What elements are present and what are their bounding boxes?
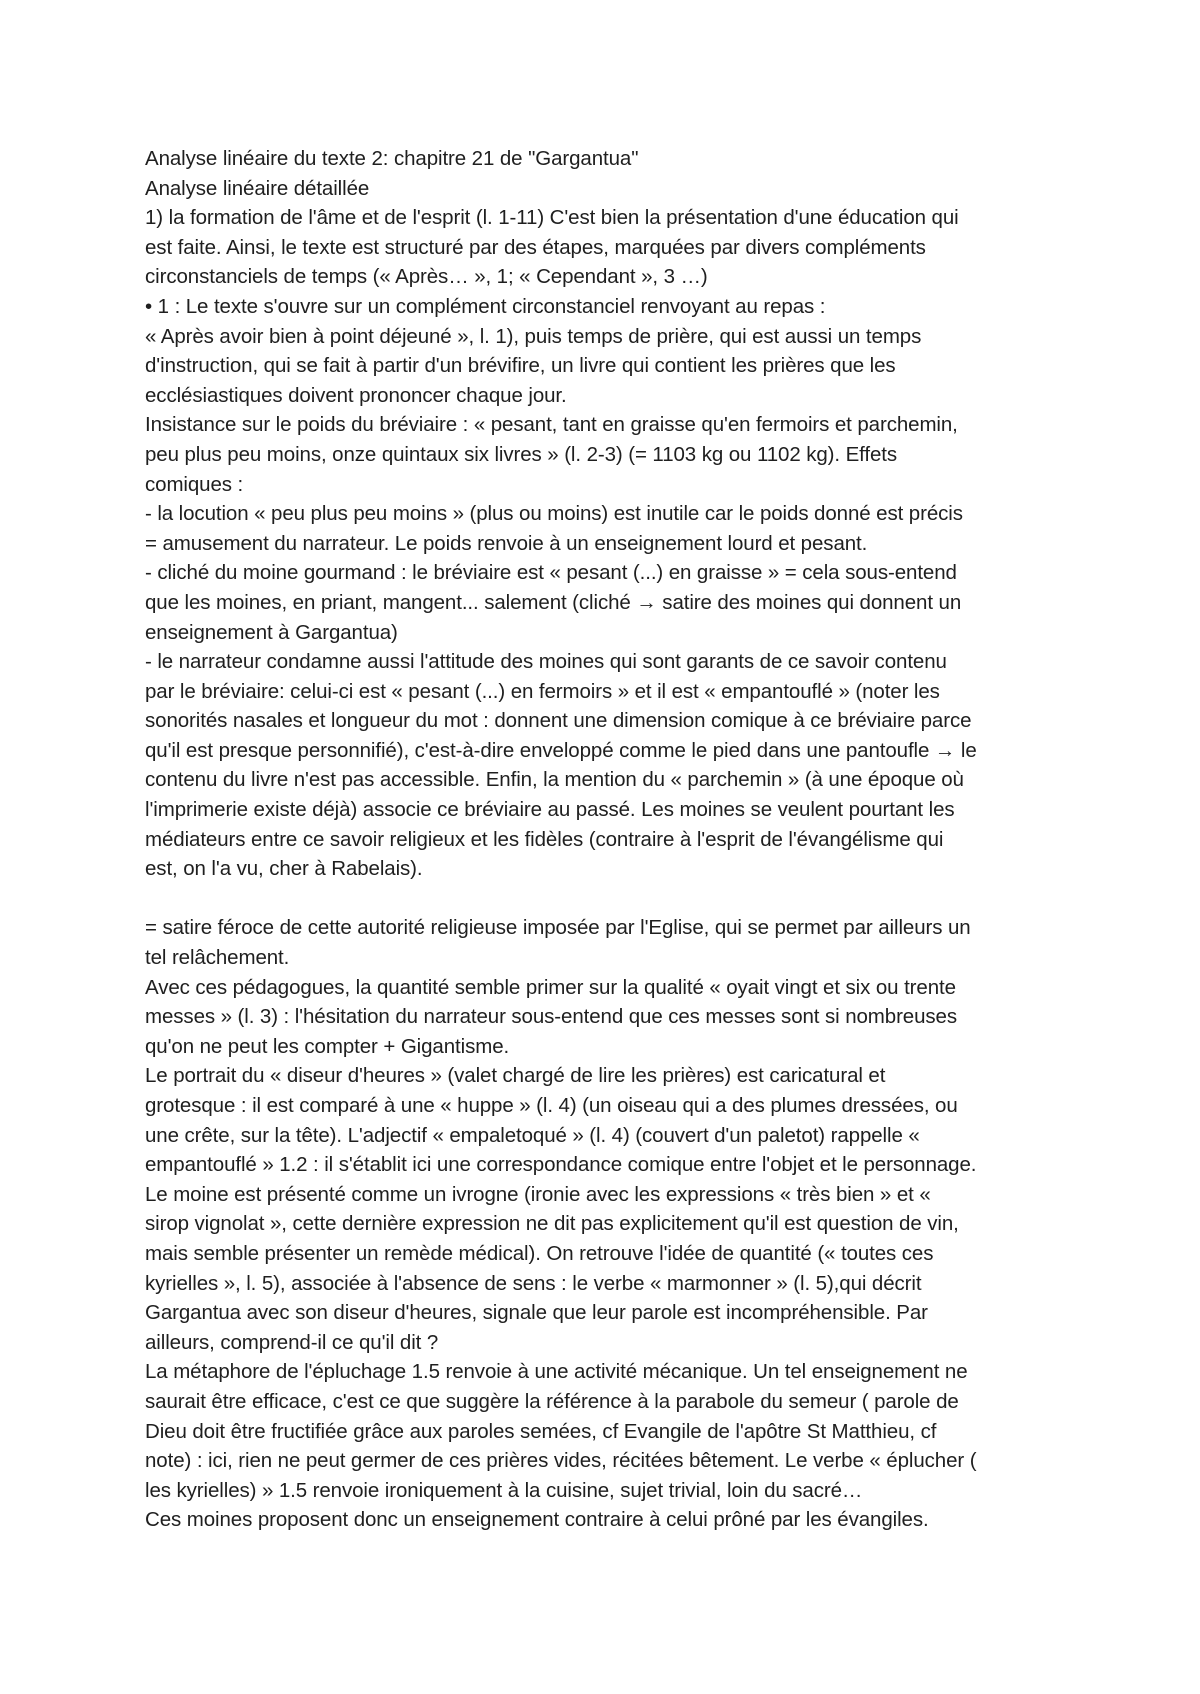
text-line: = satire féroce de cette autorité religieuse imposée par l'Eglise, qui se permet par ailleurs un	[145, 916, 971, 940]
text-line: mais semble présenter un remède médical). On retrouve l'idée de quantité (« toutes ces	[145, 1241, 934, 1265]
text-line: circonstanciels de temps (« Après… », 1; « Cependant », 3 …)	[145, 265, 708, 289]
text-line: sirop vignolat », cette dernière expression ne dit pas explicitement qu'il est question de vin,	[145, 1212, 959, 1236]
text-line: grotesque : il est comparé à une « huppe » (l. 4) (un oiseau qui a des plumes dressées, ou	[145, 1094, 958, 1117]
text-line: • 1 : Le texte s'ouvre sur un complément circonstanciel renvoyant au repas :	[145, 294, 826, 318]
text-line: messes » (l. 3) : l'hésitation du narrateur sous-entend que ces messes sont si nombreuses	[145, 1005, 958, 1029]
text-line: - cliché du moine gourmand : le bréviaire est « pesant (...) en graisse » = cela sous-entend	[145, 561, 957, 585]
text-line: tel relâchement.	[145, 946, 290, 970]
blank-line	[145, 884, 1075, 914]
text-line: ailleurs, comprend-il ce qu'il dit ?	[145, 1330, 439, 1354]
text-line: l'imprimerie existe déjà) associe ce bréviaire au passé. Les moines se veulent pourtant les	[145, 798, 955, 822]
text-line: enseignement à Gargantua)	[145, 620, 398, 644]
text-line: d'instruction, qui se fait à partir d'un brévifire, un livre qui contient les prières que les	[145, 354, 896, 378]
text-line: kyrielles », l. 5), associée à l'absence de sens : le verbe « marmonner » (l. 5),qui décrit	[145, 1271, 922, 1295]
text-line: empantouflé » 1.2 : il s'établit ici une correspondance comique entre l'objet et le personnage.	[145, 1153, 977, 1177]
text-line: Dieu doit être fructifiée grâce aux paroles semées, cf Evangile de l'apôtre St Matthieu, cf	[145, 1419, 937, 1443]
text-line: peu plus peu moins, onze quintaux six livres » (l. 2-3) (= 1103 kg ou 1102 kg). Effets	[145, 442, 898, 466]
text-line: Le portrait du « diseur d'heures » (valet chargé de lire les prières) est caricatural et	[145, 1064, 886, 1088]
text-line: est, on l'a vu, cher à Rabelais).	[145, 857, 423, 881]
text-line: par le bréviaire: celui-ci est « pesant (...) en fermoirs » et il est « empantouflé » (noter les	[145, 679, 940, 703]
text-line: qu'il est presque personnifié), c'est-à-dire enveloppé comme le pied dans une pantoufle → le	[145, 738, 977, 762]
text-line: qu'on ne peut les compter + Gigantisme.	[145, 1034, 510, 1058]
text-line: La métaphore de l'épluchage 1.5 renvoie à une activité mécanique. Un tel enseignement ne	[145, 1360, 968, 1384]
text-line: contenu du livre n'est pas accessible. Enfin, la mention du « parchemin » (à une époque où	[145, 768, 964, 792]
text-line: est faite. Ainsi, le texte est structuré par des étapes, marquées par divers compléments	[145, 235, 926, 259]
text-line: sonorités nasales et longueur du mot : donnent une dimension comique à ce bréviaire parce	[145, 709, 972, 733]
text-line: note) : ici, rien ne peut germer de ces prières vides, récitées bêtement. Le verbe « éplucher (	[145, 1449, 977, 1473]
text-line: 1) la formation de l'âme et de l'esprit (l. 1-11) C'est bien la présentation d'une éducation qui	[145, 206, 959, 230]
text-line: Le moine est présenté comme un ivrogne (ironie avec les expressions « très bien » et «	[145, 1182, 931, 1206]
text-line: les kyrielles) » 1.5 renvoie ironiquement à la cuisine, sujet trivial, loin du sacré…	[145, 1478, 863, 1502]
text-line: une crête, sur la tête). L'adjectif « empaletoqué » (l. 4) (couvert d'un paletot) rappelle «	[145, 1123, 920, 1147]
text-line: médiateurs entre ce savoir religieux et les fidèles (contraire à l'esprit de l'évangélisme qui	[145, 827, 944, 851]
document-body	[145, 144, 1075, 1535]
text-line: Gargantua avec son diseur d'heures, signale que leur parole est incompréhensible. Par	[145, 1301, 928, 1325]
text-line: « Après avoir bien à point déjeuné », l. 1), puis temps de prière, qui est aussi un temps	[145, 324, 922, 348]
text-line: - la locution « peu plus peu moins » (plus ou moins) est inutile car le poids donné est précis	[145, 502, 963, 526]
text-line: Avec ces pédagogues, la quantité semble primer sur la qualité « oyait vingt et six ou trente	[145, 975, 956, 999]
text-line: Ces moines proposent donc un enseignement contraire à celui prôné par les évangiles.	[145, 1508, 929, 1532]
text-line: que les moines, en priant, mangent... salement (cliché → satire des moines qui donnent un	[145, 590, 962, 614]
text-line: Insistance sur le poids du bréviaire : « pesant, tant en graisse qu'en fermoirs et parchemin,	[145, 413, 958, 437]
text-line: = amusement du narrateur. Le poids renvoie à un enseignement lourd et pesant.	[145, 531, 868, 555]
document-subtitle: Analyse linéaire détaillée	[145, 176, 370, 200]
document-title: Analyse linéaire du texte 2: chapitre 21 de "Gargantua"	[145, 147, 639, 170]
text-line: comiques :	[145, 472, 244, 496]
text-line: saurait être efficace, c'est ce que suggère la référence à la parabole du semeur ( parole de	[145, 1389, 959, 1413]
text-line: ecclésiastiques doivent prononcer chaque jour.	[145, 383, 567, 407]
text-line: - le narrateur condamne aussi l'attitude des moines qui sont garants de ce savoir contenu	[145, 650, 947, 674]
